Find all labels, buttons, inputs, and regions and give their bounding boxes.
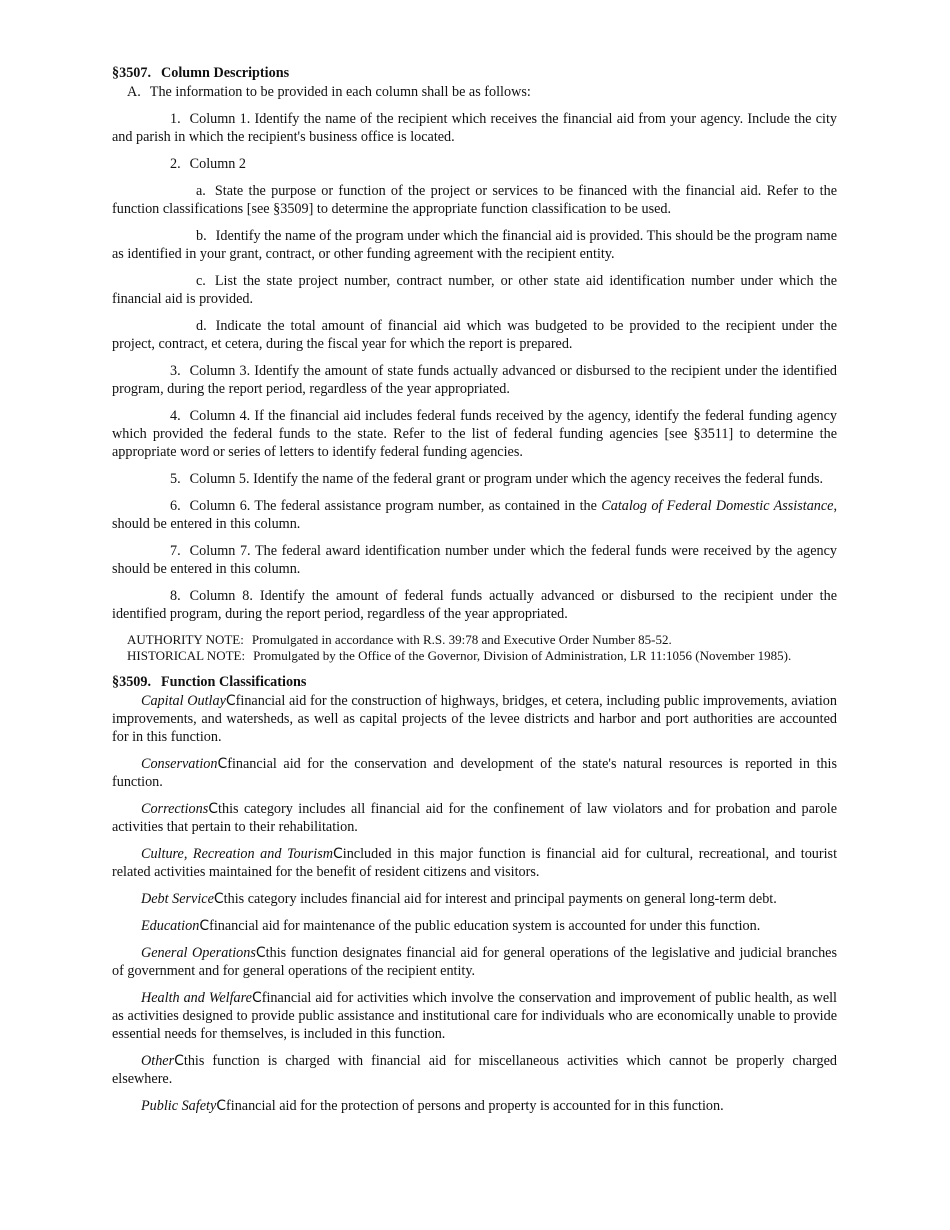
authority-note-text: Promulgated in accordance with R.S. 39:78 and Executive Order Number 85-52. xyxy=(251,632,672,647)
item-label: 2. xyxy=(170,156,181,172)
item-text: Column 8. Identify the amount of federal funds actually advanced or disbursed to the recipient under the identified program, during the report period, regardless of the year appropriated. xyxy=(112,588,837,622)
item-label: d. xyxy=(196,318,207,334)
item-text: Identify the name of the program under which the financial aid is provided. This should be the program name as identified in your grant, contract, or other funding agreement with the recipient entity. xyxy=(112,228,837,262)
intro-paragraph xyxy=(112,83,837,101)
item-text-tail: , should be entered in this column. xyxy=(112,498,838,532)
historical-note-text: Promulgated by the Office of the Governor, Division of Administration, LR 11:1056 (November 1985). xyxy=(253,648,792,663)
historical-note-label: HISTORICAL NOTE: xyxy=(127,648,246,663)
item-label: c. xyxy=(196,273,206,289)
column-item-2a xyxy=(112,182,837,218)
em-dash: C xyxy=(225,693,236,709)
classification-term: Culture, Recreation and Tourism xyxy=(141,846,333,862)
column-item-7 xyxy=(112,542,837,578)
column-item-3 xyxy=(112,362,837,398)
item-label: a. xyxy=(196,183,206,199)
column-item-1 xyxy=(112,110,837,146)
classification-other xyxy=(112,1052,837,1088)
item-label: 8. xyxy=(170,588,181,604)
classification-text: included in this major function is financial aid for cultural, recreational, and tourist related activities maintained for the benefit of resident citizens and visitors. xyxy=(112,846,838,880)
classification-text: this category includes all financial aid for the confinement of law violators and for probation and parole activities that pertain to their rehabilitation. xyxy=(112,801,837,835)
em-dash: C xyxy=(216,1098,227,1114)
em-dash: C xyxy=(213,891,224,907)
classification-text: this category includes financial aid for interest and principal payments on general long-term debt. xyxy=(223,891,777,907)
classification-term: General Operations xyxy=(141,945,256,961)
column-item-2d xyxy=(112,317,837,353)
item-text: Column 7. The federal award identification number under which the federal funds were received by the agency should be entered in this column. xyxy=(112,543,837,577)
item-label: b. xyxy=(196,228,207,244)
classification-term: Conservation xyxy=(141,756,218,772)
document-page xyxy=(112,64,837,1124)
classification-capital-outlay xyxy=(112,692,837,746)
item-text: Column 3. Identify the amount of state funds actually advanced or disbursed to the recipient under the identified program, during the report period, regardless of the year appropriated. xyxy=(112,363,837,397)
classification-education xyxy=(112,917,837,935)
column-item-6 xyxy=(112,497,837,533)
classification-text: this function designates financial aid for general operations of the legislative and judicial branches of government and for general operations of the recipient entity. xyxy=(112,945,837,979)
column-item-8 xyxy=(112,587,837,623)
classification-term: Debt Service xyxy=(141,891,214,907)
catalog-title: Catalog of Federal Domestic Assistance xyxy=(601,498,834,514)
section-3507-heading xyxy=(112,64,837,82)
classification-public-safety xyxy=(112,1097,837,1115)
item-text: Indicate the total amount of financial aid which was budgeted to be provided to the recipient under the project, contract, et cetera, during the fiscal year for which the report is prepared. xyxy=(112,318,837,352)
em-dash: C xyxy=(174,1053,184,1069)
item-text: Column 4. If the financial aid includes federal funds received by the agency, identify the federal funding agency which provided the federal funds to the state. Refer to the list of federal funding agencies [see §3511] to determine the appropriate word or series of letters to identify federal funding agencies. xyxy=(112,408,837,460)
classification-text: this function is charged with financial aid for miscellaneous activities which cannot be properly charged elsewhere. xyxy=(112,1053,837,1087)
item-label: 7. xyxy=(170,543,181,559)
section-3509-heading xyxy=(112,673,837,691)
em-dash: C xyxy=(217,756,228,772)
classification-text: financial aid for the construction of highways, bridges, et cetera, including public improvements, aviation improvements, and watersheds, as well as capital projects of the levee districts and harbor and port authorities are accounted for in this function. xyxy=(112,693,837,745)
column-item-4 xyxy=(112,407,837,461)
classification-term: Other xyxy=(141,1053,175,1069)
authority-note xyxy=(112,632,837,648)
item-text: List the state project number, contract number, or other state aid identification number under which the financial aid is provided. xyxy=(112,273,837,307)
classification-corrections xyxy=(112,800,837,836)
intro-text: The information to be provided in each column shall be as follows: xyxy=(149,84,531,100)
item-text: Column 6. The federal assistance program number, as contained in the xyxy=(189,498,597,514)
classification-term: Capital Outlay xyxy=(141,693,226,709)
em-dash: C xyxy=(208,801,219,817)
authority-note-label: AUTHORITY NOTE: xyxy=(127,632,244,647)
classification-text: financial aid for activities which involve the conservation and improvement of public health, as well as activities designed to provide public assistance and institutional care for individuals who are economically unable to provide essential needs for themselves, is included in this function. xyxy=(112,990,838,1042)
classification-term: Health and Welfare xyxy=(141,990,252,1006)
classification-culture-recreation-tourism xyxy=(112,845,837,881)
classification-general-operations xyxy=(112,944,837,980)
column-item-5 xyxy=(112,470,837,488)
classification-text: financial aid for the conservation and development of the state's natural resources is reported in this function. xyxy=(112,756,837,790)
em-dash: C xyxy=(251,990,262,1006)
classification-text: financial aid for the protection of persons and property is accounted for in this function. xyxy=(226,1098,724,1114)
section-title: Column Descriptions xyxy=(161,65,290,81)
classification-health-welfare xyxy=(112,989,837,1043)
item-text: State the purpose or function of the project or services to be financed with the financial aid. Refer to the function classifications [see §3509] to determine the appropriate function classification to be used. xyxy=(112,183,837,217)
classification-conservation xyxy=(112,755,837,791)
item-text: Column 2 xyxy=(189,156,247,172)
column-item-2c xyxy=(112,272,837,308)
column-item-2 xyxy=(112,155,837,173)
item-label: 6. xyxy=(170,498,181,514)
classification-debt-service xyxy=(112,890,837,908)
classification-term: Education xyxy=(141,918,200,934)
item-text: Column 5. Identify the name of the federal grant or program under which the agency receives the federal funds. xyxy=(189,471,824,487)
em-dash: C xyxy=(255,945,266,961)
classification-term: Public Safety xyxy=(141,1098,217,1114)
item-label: 4. xyxy=(170,408,181,424)
intro-label: A. xyxy=(127,84,141,100)
item-label: 3. xyxy=(170,363,181,379)
historical-note xyxy=(112,648,837,664)
section-number: §3507. xyxy=(112,65,152,81)
em-dash: C xyxy=(332,846,343,862)
item-label: 5. xyxy=(170,471,181,487)
item-text: Column 1. Identify the name of the recipient which receives the financial aid from your agency. Include the city and parish in which the recipient's business office is located. xyxy=(112,111,837,145)
classification-text: financial aid for maintenance of the public education system is accounted for under this function. xyxy=(209,918,761,934)
section-number: §3509. xyxy=(112,674,152,690)
section-title: Function Classifications xyxy=(161,674,307,690)
em-dash: C xyxy=(199,918,210,934)
item-label: 1. xyxy=(170,111,181,127)
classification-term: Corrections xyxy=(141,801,209,817)
column-item-2b xyxy=(112,227,837,263)
